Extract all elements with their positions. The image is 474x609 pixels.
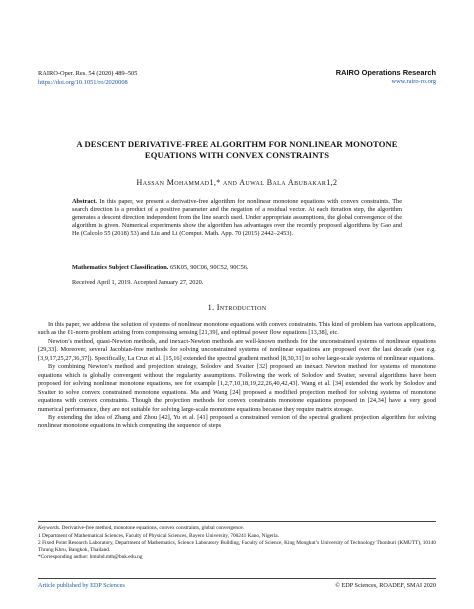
msc-codes: 65K05, 90C06, 90C52, 90C56.: [169, 264, 249, 271]
paper-authors: Hassan Mohammad1,* and Auwal Bala Abubakar1,2: [136, 178, 338, 187]
header-right: [336, 69, 436, 86]
journal-reference: RAIRO-Oper. Res. 54 (2020) 489–505: [38, 70, 138, 77]
footnotes: [38, 525, 436, 562]
keywords-label: Keywords.: [38, 525, 61, 531]
paragraph: Newton’s method, quasi-Newton methods, and inexact-Newton methods are well-known methods for the unconstrained systems of nonlinear equations [29,33]. Moreover, several Jacobian-free methods for solving unconstrained systems of nonlinear equations are proposed over the last decade (see e.g. [3,9,17,25,27,36,37]). Specifically, La Cruz et al. [15,16] extended the spectral gradient method [8,30,31] to solve large-scale systems of nonlinear equations.: [38, 337, 436, 362]
keywords-text: Derivative-free method, monotone equations, convex constraints, global convergence.: [61, 525, 245, 531]
received-dates: Received April 1, 2019. Accepted January 27, 2020.: [72, 279, 204, 286]
footnote-affiliation-2: 2 Fixed Point Research Laboratory, Department of Mathematics, Science Laboratory Building, Faculty of Science, King Mongkut’s University of Technology Thonburi (KMUTT), 10140 Thrung Khru, Bangkok, Thailand.: [38, 540, 436, 553]
footnote-affiliation-1: 1 Department of Mathematical Sciences, Faculty of Physical Sciences, Bayero University, 700241 Kano, Nigeria.: [38, 532, 279, 539]
header-left: [38, 70, 137, 87]
section-title: Introduction: [216, 303, 267, 312]
introduction-body: [38, 321, 436, 431]
section-number: 1.: [207, 303, 215, 312]
journal-name: RAIRO Operations Research: [335, 68, 436, 77]
publisher-link[interactable]: Article published by EDP Sciences: [38, 582, 125, 589]
paper-title: A DESCENT DERIVATIVE-FREE ALGORITHM FOR NONLINEAR MONOTONE EQUATIONS WITH CONVEX CONSTRAINTS: [76, 139, 398, 160]
msc-classification: [72, 264, 402, 272]
paragraph: By extending the idea of Zhang and Zhou [42], Yu et al. [41] proposed a constrained version of the spectral gradient projection algorithm for solving nonlinear monotone equations in which computing the sequence of steps: [38, 413, 436, 430]
keywords: [38, 525, 436, 532]
abstract-text: In this paper, we present a derivative-free algorithm for nonlinear monotone equations with convex constraints. The search direction is a product of a positive parameter and the negation of a residual vector. At each iteration step, the algorithm generates a descent direction independent from the line search used. Under appropriate assumptions, the global convergence of the algorithm is given. Numerical experiments show the algorithm has advantages over the recently proposed algorithms by Gao and He (Calcolo 55 (2018) 53) and Liu and Li (Comput. Math. App. 70 (2015) 2442–2453).: [72, 198, 402, 237]
copyright-notice: © EDP Sciences, ROADEF, SMAI 2020: [335, 582, 436, 589]
doi-link[interactable]: https://doi.org/10.1051/ro/2020008: [38, 78, 128, 86]
abstract-label: Abstract.: [72, 198, 98, 205]
abstract: [72, 198, 402, 238]
section-heading: [0, 303, 474, 312]
footer-rule: [38, 578, 436, 579]
paragraph: By combining Newton’s method and projection strategy, Solodov and Svaiter [32] proposed an inexact Newton method for systems of monotone equations which is globally convergent without the regularity assumptions. Following the work of Solodov and Svaiter, several algorithms have been proposed for solving nonlinear monotone equations, see for example [1,2,7,10,18,19,22,26,40,42,43]. Wang et al. [34] extended the work by Solodov and Svaiter to solve convex constrained monotone equations. Ma and Wang [24] proposed a modified projection method for solving systems of monotone equations with convex constraints. Though the projection methods for convex constraints monotone equations proposed in [24,34] have a very good numerical performance, they are not suitable for solving large-scale monotone equations because they require matrix storage.: [38, 363, 436, 413]
journal-url-link[interactable]: www.rairo-ro.org: [391, 77, 436, 85]
paragraph: In this paper, we address the solution of systems of nonlinear monotone equations with convex constraints. This kind of problem has various applications, such as the ℓ1-norm problem arising from compressing sensing [21,39], and optimal power flow equations [13,38], etc.: [38, 321, 436, 337]
footnote-corresponding-author: *Corresponding author: hmuhd.mth@buk.edu.ng: [38, 554, 143, 561]
footnote-rule: [38, 521, 436, 522]
msc-label: Mathematics Subject Classification.: [72, 264, 169, 271]
